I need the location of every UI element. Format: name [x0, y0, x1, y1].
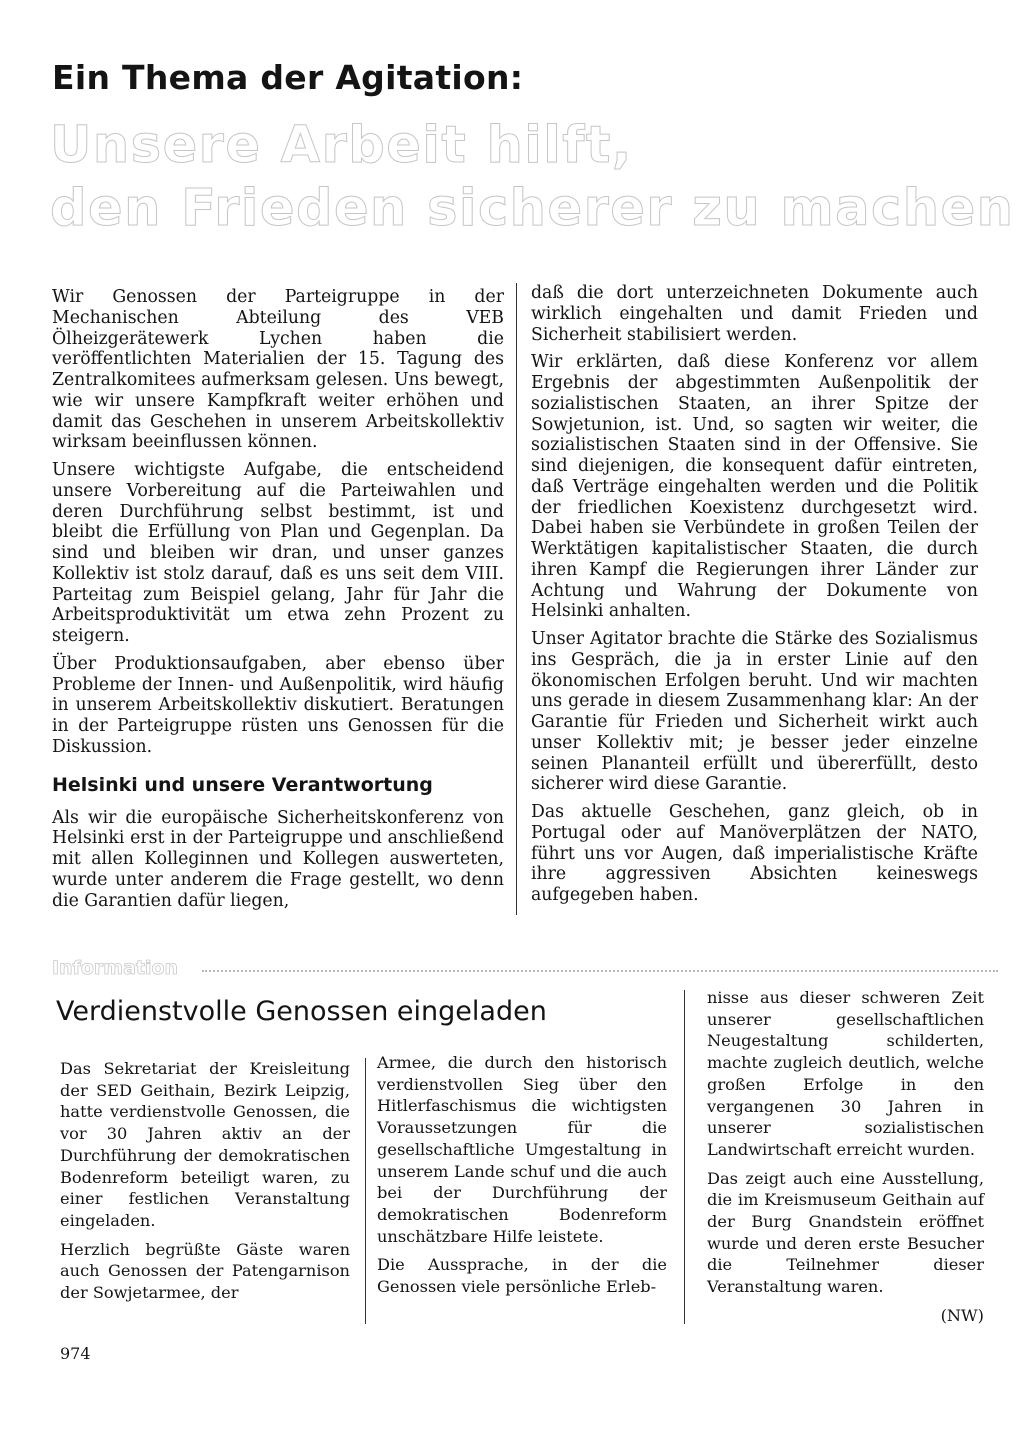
paragraph: Das zeigt auch eine Ausstellung, die im Kreismuseum Geithain auf der Burg Gnandstein eröffnet wurde und deren erste Besucher die Teilnehmer dieser Veranstaltung waren.	[707, 1168, 984, 1297]
paragraph: Über Produktionsaufgaben, aber ebenso über Probleme der Innen- und Außenpolitik, wird häufig in unserem Arbeitskollektiv diskutiert. Beratungen in der Parteigruppe rüsten uns Genossen für die Diskussion.	[52, 653, 504, 757]
paragraph: Als wir die europäische Sicherheitskonferenz von Helsinki erst in der Parteigruppe und anschließend mit allen Kolleginnen und Kollegen auswerteten, wurde unter anderem die Frage gestellt, wo denn die Garantien dafür liegen,	[52, 807, 504, 911]
paragraph: Unsere wichtigste Aufgabe, die entscheidend unsere Vorbereitung auf die Parteiwahlen und deren Durchführung selbst bestimmt, ist und bleibt die Erfüllung von Plan und Gegenplan. Da sind und bleiben wir dran, und unser ganzes Kollektiv ist stolz darauf, daß es uns seit dem VIII. Parteitag zum Beispiel gelang, Jahr für Jahr die Arbeitsproduktivität um etwa zehn Prozent zu steigern.	[52, 460, 504, 646]
author-signature: (NW)	[940, 1305, 984, 1325]
subheading: Helsinki und unsere Verantwortung	[52, 773, 433, 796]
info-headline: Verdienstvolle Genossen eingeladen	[56, 996, 547, 1027]
article-left-column	[52, 287, 504, 918]
information-label: Information	[52, 957, 179, 979]
info-column-2	[377, 1052, 667, 1305]
kicker-heading: Ein Thema der Agitation:	[52, 58, 524, 97]
information-bar	[52, 957, 998, 979]
column-divider	[516, 283, 517, 915]
column-divider	[684, 990, 685, 1324]
dotted-rule	[202, 970, 998, 972]
paragraph: Wir Genossen der Parteigruppe in der Mechanischen Abteilung des VEB Ölheizgerätewerk Lychen haben die veröffentlichten Materialien der 15. Tagung des Zentralkomitees aufmerksam gelesen. Uns bewegt, wie wir unsere Kampfkraft weiter erhöhen und damit das Geschehen in unserem Arbeitskollektiv wirksam beeinflussen können.	[52, 287, 504, 453]
paragraph: daß die dort unterzeichneten Dokumente auch wirklich eingehalten und damit Frieden und Sicherheit stabilisiert werden.	[531, 283, 978, 345]
info-column-1	[60, 1058, 350, 1311]
paragraph: nisse aus dieser schweren Zeit unserer gesellschaftlichen Neugestaltung schilderten, machte zugleich deutlich, welche großen Erfolge in den vergangenen 30 Jahren in unserer sozialistischen Landwirtschaft erreicht wurden.	[707, 988, 984, 1159]
column-divider	[365, 1058, 366, 1324]
article-right-column	[531, 283, 978, 913]
paragraph: Das aktuelle Geschehen, ganz gleich, ob in Portugal oder auf Manöverplätzen der NATO, führt uns vor Augen, daß imperialistische Kräfte ihre aggressiven Absichten keineswegs aufgegeben haben.	[531, 802, 978, 905]
article-headline	[50, 114, 1015, 240]
paragraph: Wir erklärten, daß diese Konferenz vor allem Ergebnis der abgestimmten Außenpolitik der sozialistischen Staaten, an ihrer Spitze der Sowjetunion, ist. Und, so sagten wir weiter, die sozialistischen Staaten sind in der Offensive. Sie sind diejenigen, die konsequent dafür eintreten, daß Verträge eingehalten werden und die Politik der friedlichen Koexistenz durchgesetzt wird. Dabei haben sie Verbündete in großen Teilen der Werktätigen kapitalistischer Staaten, die durch ihren Kampf die Regierungen ihrer Länder zur Achtung und Wahrung der Dokumente von Helsinki anhalten.	[531, 352, 978, 622]
paragraph: Herzlich begrüßte Gäste waren auch Genossen der Patengarnison der Sowjetarmee, der	[60, 1239, 350, 1303]
paragraph: Das Sekretariat der Kreisleitung der SED Geithain, Bezirk Leipzig, hatte verdienstvolle Genossen, die vor 30 Jahren aktiv an der Durchführung der demokratischen Bodenreform beteiligt waren, zu einer festlichen Veranstaltung eingeladen.	[60, 1059, 350, 1230]
headline-line: Unsere Arbeit hilft,	[50, 116, 633, 175]
headline-line: den Frieden sicherer zu machen	[50, 179, 1015, 238]
paragraph: Die Aussprache, in der die Genossen viele persönliche Erleb-	[377, 1255, 667, 1297]
paragraph: Armee, die durch den historisch verdienstvollen Sieg über den Hitlerfaschismus die wichtigsten Voraussetzungen für die gesellschaftliche Umgestaltung in unserem Lande schuf und die auch bei der Durchführung der demokratischen Bodenreform unschätzbare Hilfe leistete.	[377, 1053, 667, 1246]
info-column-3	[707, 987, 984, 1327]
page-number: 974	[60, 1344, 91, 1363]
paragraph: Unser Agitator brachte die Stärke des Sozialismus ins Gespräch, die ja in erster Linie auf den ökonomischen Erfolgen beruht. Und wir machten uns gerade in diesem Zusammenhang klar: An der Garantie für Frieden und Sicherheit wirkt auch unser Kollektiv mit; je besser jeder einzelne seinen Plananteil erfüllt und übererfüllt, desto sicherer wird diese Garantie.	[531, 629, 978, 795]
